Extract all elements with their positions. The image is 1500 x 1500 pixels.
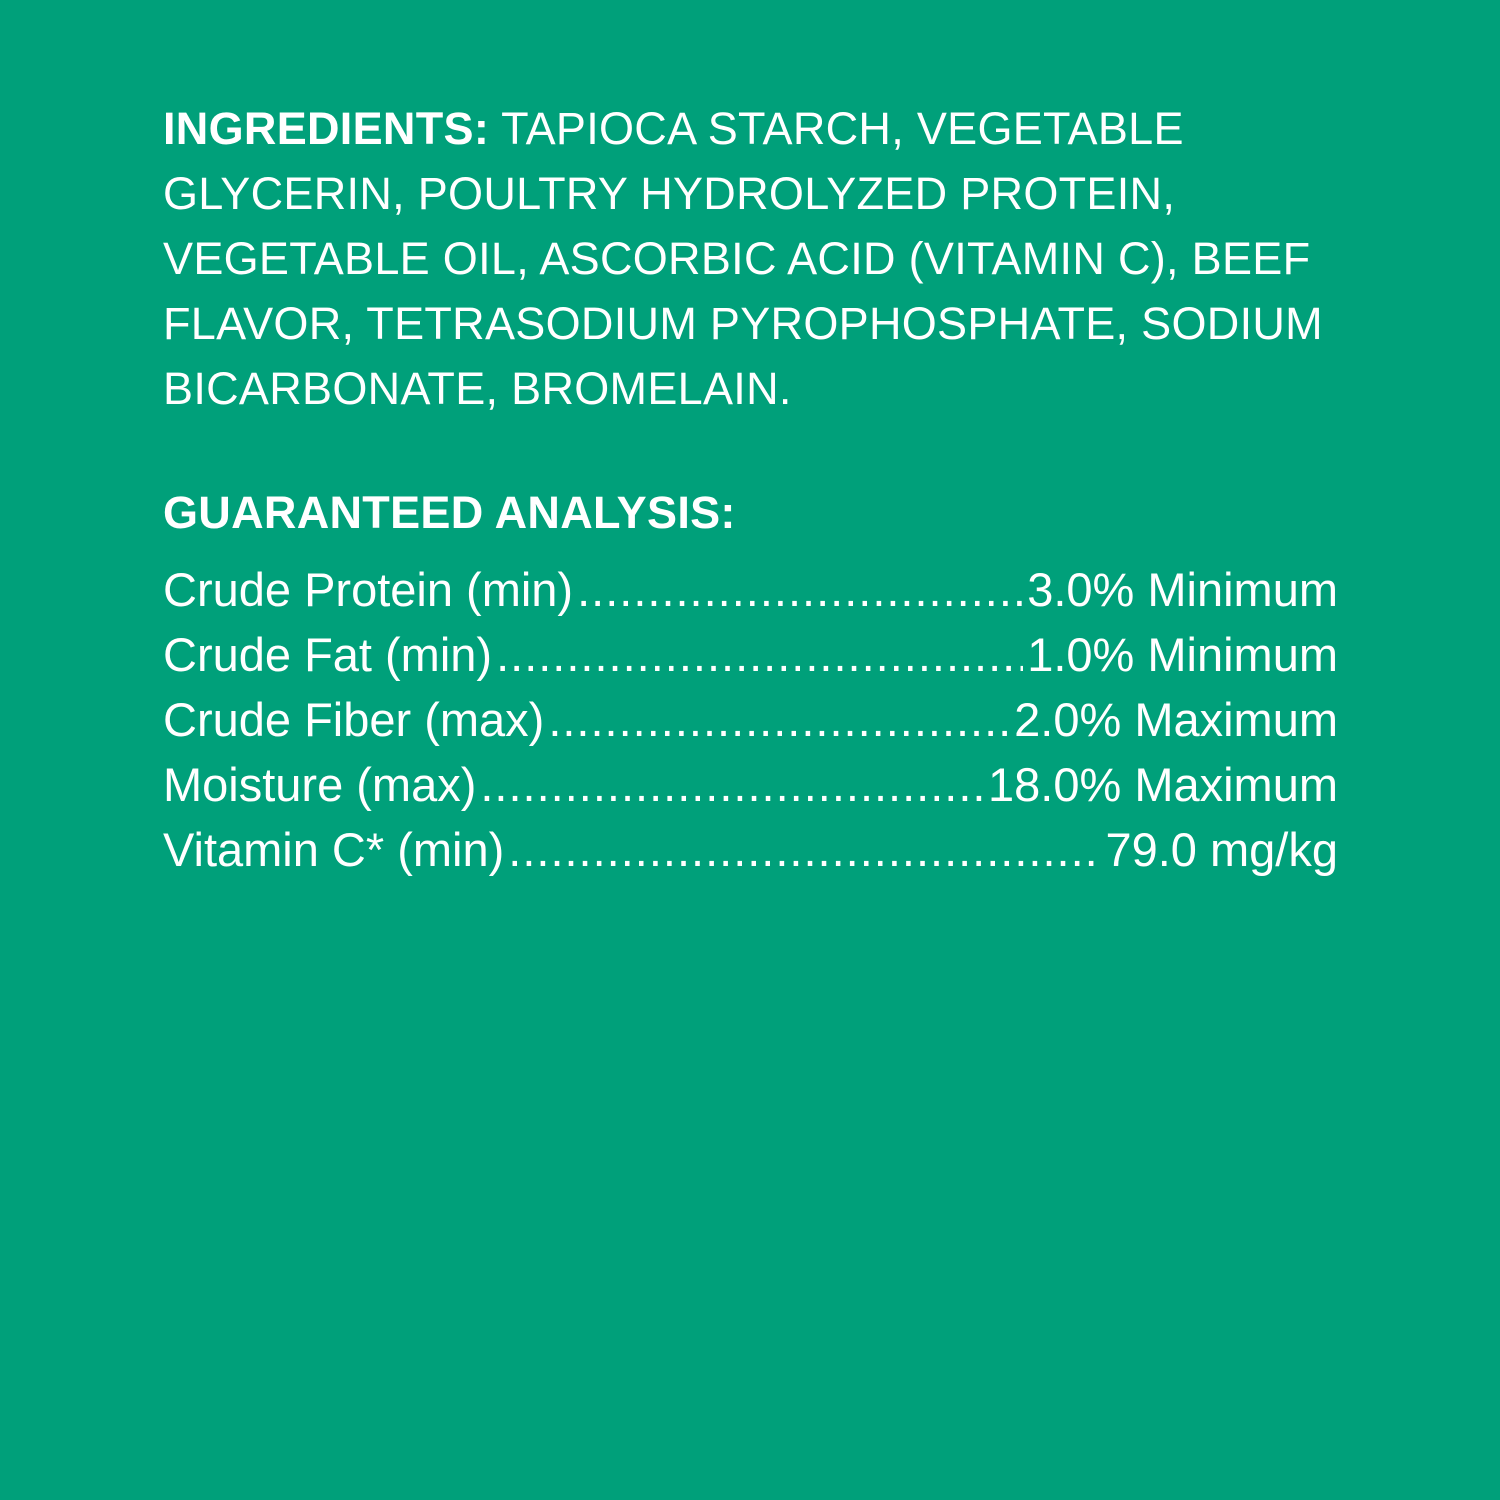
nutrient-amount: 2.0% Maximum <box>1014 693 1338 746</box>
dot-leader <box>480 752 984 817</box>
guaranteed-analysis-list <box>163 557 1338 882</box>
dot-leader <box>577 557 1023 622</box>
nutrient-amount: 3.0% Minimum <box>1027 563 1338 616</box>
dot-leader <box>508 817 1101 882</box>
ingredients-label: INGREDIENTS: <box>163 103 490 154</box>
nutrient-name: Vitamin C* (min) <box>163 823 505 876</box>
analysis-row-crude-fat <box>163 622 1338 687</box>
nutrient-amount: 18.0% Maximum <box>988 758 1338 811</box>
nutrient-name: Crude Fat (min) <box>163 628 493 681</box>
guaranteed-analysis-heading: GUARANTEED ANALYSIS: <box>163 487 736 538</box>
dot-leader <box>496 622 1023 687</box>
analysis-row-vitamin-c <box>163 817 1338 882</box>
dot-leader <box>548 687 1010 752</box>
ingredients-paragraph <box>163 96 1338 421</box>
ingredients-list: TAPIOCA STARCH, VEGETABLE GLYCERIN, POULTRY HYDROLYZED PROTEIN, VEGETABLE OIL, ASCORBIC ACID (VITAMIN C), BEEF FLAVOR, TETRASODIUM PYROPHOSPHATE, SODIUM BICARBONATE, BROMELAIN. <box>163 103 1323 414</box>
analysis-row-crude-fiber <box>163 687 1338 752</box>
nutrient-name: Crude Protein (min) <box>163 563 574 616</box>
nutrient-name: Crude Fiber (max) <box>163 693 545 746</box>
nutrient-amount: 79.0 mg/kg <box>1105 823 1338 876</box>
analysis-row-crude-protein <box>163 557 1338 622</box>
nutrient-amount: 1.0% Minimum <box>1027 628 1338 681</box>
analysis-row-moisture <box>163 752 1338 817</box>
nutrition-label-panel <box>163 96 1338 882</box>
nutrient-name: Moisture (max) <box>163 758 477 811</box>
